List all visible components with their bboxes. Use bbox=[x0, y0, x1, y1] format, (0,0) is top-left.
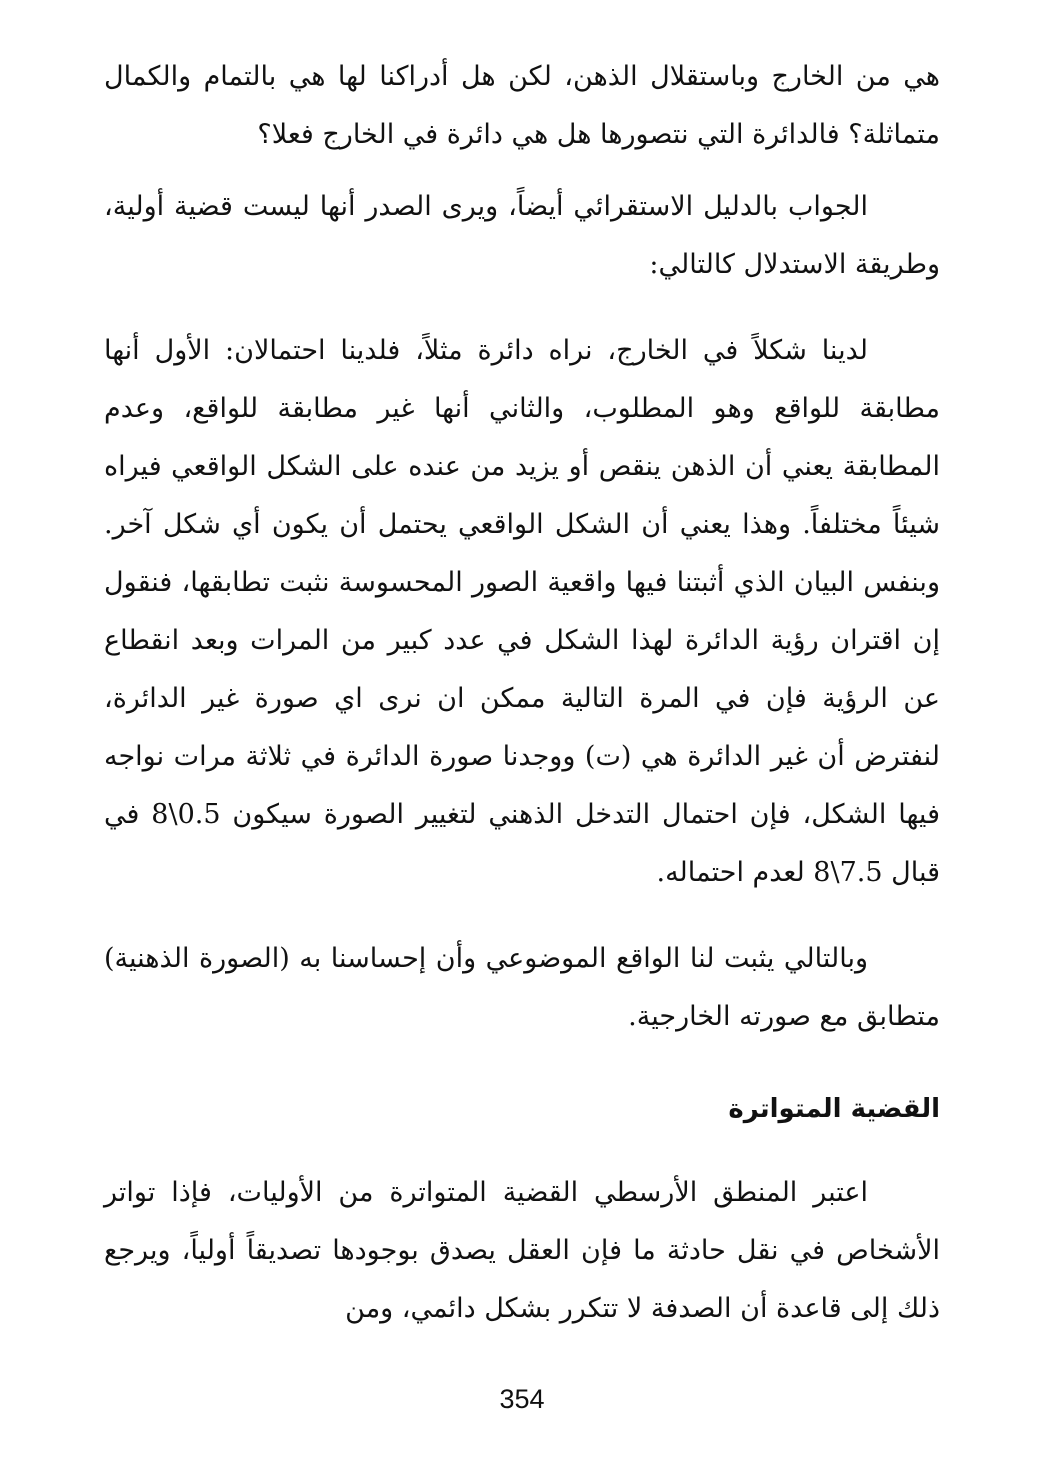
page-number: 354 bbox=[499, 1384, 545, 1414]
paragraph-mutawatir: اعتبر المنطق الأرسطي القضية المتواترة من الأوليات، فإذا تواتر الأشخاص في نقل حادثة ما فإن العقل يصدق بوجودها تصديقاً أولياً، ويرجع ذلك إلى قاعدة أن الصدفة لا تتكرر بشكل دائمي، ومن bbox=[104, 1177, 940, 1324]
page-body bbox=[104, 48, 940, 1338]
paragraph-perception-question: هي من الخارج وباستقلال الذهن، لكن هل أدراكنا لها هي بالتمام والكمال متماثلة؟ فالدائرة التي نتصورها هل هي دائرة في الخارج فعلا؟ bbox=[104, 61, 940, 150]
section-heading: القضية المتواترة bbox=[728, 1094, 940, 1124]
paragraph-conclusion: وبالتالي يثبت لنا الواقع الموضوعي وأن إحساسنا به (الصورة الذهنية) متطابق مع صورته الخارجية. bbox=[104, 943, 940, 1032]
paragraph-inductive-answer: الجواب بالدليل الاستقرائي أيضاً، ويرى الصدر أنها ليست قضية أولية، وطريقة الاستدلال كالتالي: bbox=[104, 191, 940, 280]
paragraph-circle-argument: لدينا شكلاً في الخارج، نراه دائرة مثلاً، فلدينا احتمالان: الأول أنها مطابقة للواقع وهو المطلوب، والثاني أنها غير مطابقة للواقع، وعدم المطابقة يعني أن الذهن ينقص أو يزيد من عنده على الشكل الواقعي فيراه شيئاً مختلفاً. وهذا يعني أن الشكل الواقعي يحتمل أن يكون أي شكل آخر. وبنفس البيان الذي أثبتنا فيها واقعية الصور المحسوسة نثبت تطابقها، فنقول إن اقتران رؤية الدائرة لهذا الشكل في عدد كبير من المرات وبعد انقطاع عن الرؤية فإن في المرة التالية ممكن ان نرى اي صورة غير الدائرة، لنفترض أن غير الدائرة هي (ت) ووجدنا صورة الدائرة في ثلاثة مرات نواجه فيها الشكل، فإن احتمال التدخل الذهني لتغيير الصورة سيكون 0.5\8 في قبال 7.5\8 لعدم احتماله. bbox=[104, 335, 940, 888]
